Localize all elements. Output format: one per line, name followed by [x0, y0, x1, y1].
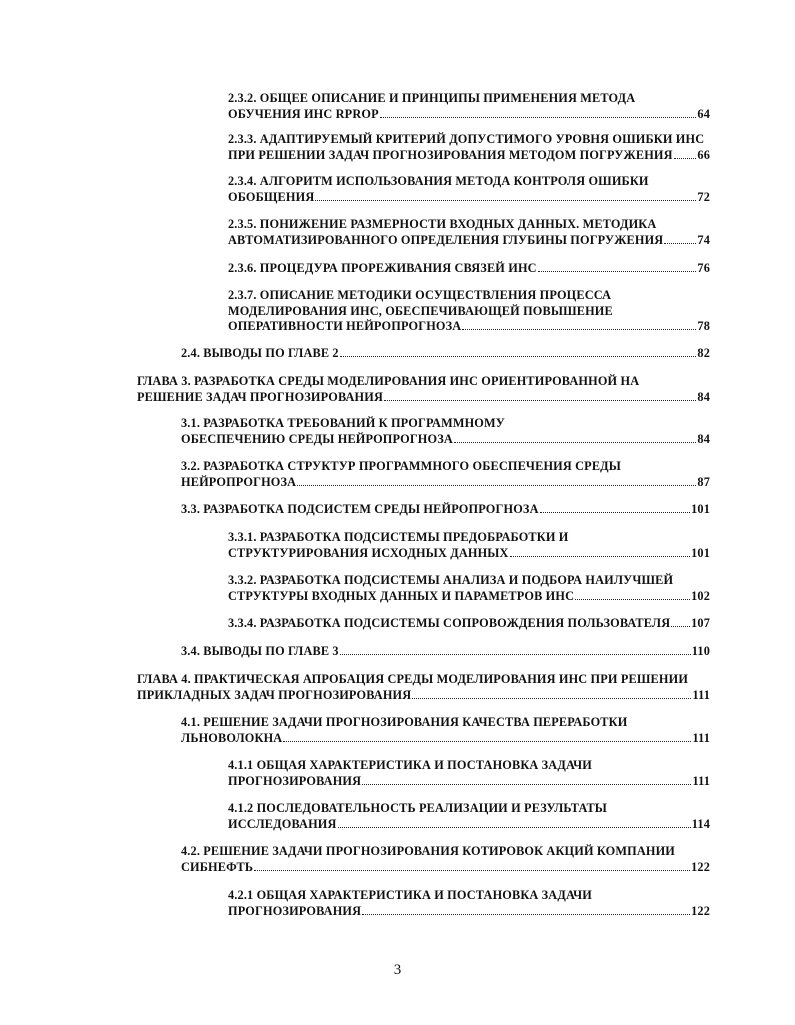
dot-leader [315, 200, 696, 201]
toc-line [228, 801, 710, 817]
toc-text: СТРУКТУРЫ ВХОДНЫХ ДАННЫХ И ПАРАМЕТРОВ ИНС [228, 588, 575, 603]
toc-page-number: 111 [692, 687, 710, 702]
toc-line [228, 233, 710, 249]
toc-entry-3-3-4 [228, 616, 710, 632]
toc-text: 4.2.1 ОБЩАЯ ХАРАКТЕРИСТИКА И ПОСТАНОВКА ЗАДАЧИ [228, 888, 593, 902]
dot-leader [340, 654, 691, 655]
toc-entry-3-2 [181, 459, 710, 490]
dot-leader [664, 243, 696, 244]
dot-leader [510, 556, 691, 557]
toc-text: 2.3.5. ПОНИЖЕНИЕ РАЗМЕРНОСТИ ВХОДНЫХ ДАННЫХ. МЕТОДИКА [228, 217, 657, 231]
toc-line [181, 416, 710, 432]
dot-leader [540, 512, 690, 513]
dot-leader [674, 158, 697, 159]
toc-line [181, 432, 710, 448]
toc-page-number: 122 [691, 903, 710, 918]
toc-line [137, 374, 710, 390]
toc-page-number: 101 [691, 545, 710, 560]
toc-page-number: 74 [697, 232, 710, 247]
toc-text: ЛЬНОВОЛОКНА [181, 730, 283, 745]
toc-entry-4-1 [181, 715, 710, 746]
dot-leader [462, 329, 696, 330]
toc-text: ГЛАВА 4. ПРАКТИЧЕСКАЯ АПРОБАЦИЯ СРЕДЫ МОДЕЛИРОВАНИЯ ИНС ПРИ РЕШЕНИИ [137, 672, 689, 686]
toc-text: СИБНЕФТЬ [181, 859, 254, 874]
dot-leader [575, 599, 690, 600]
toc-entry-2-3-5 [228, 217, 710, 248]
toc-text: ОБЕСПЕЧЕНИЮ СРЕДЫ НЕЙРОПРОГНОЗА [181, 431, 453, 446]
toc-entry-3-3 [181, 502, 710, 518]
toc-line [228, 589, 710, 605]
toc-line [228, 817, 710, 833]
toc-entry-4-2 [181, 844, 710, 875]
toc-line [228, 573, 710, 589]
toc-page-number: 84 [697, 389, 710, 404]
toc-line [228, 190, 710, 206]
toc-text: ПРОГНОЗИРОВАНИЯ [228, 903, 362, 918]
toc-entry-3-3-2 [228, 573, 710, 604]
toc-line [228, 904, 710, 920]
page-number: 3 [393, 962, 402, 978]
toc-text: 2.3.2. ОБЩЕЕ ОПИСАНИЕ И ПРИНЦИПЫ ПРИМЕНЕНИЯ МЕТОДА [228, 91, 636, 105]
toc-text: ГЛАВА 3. РАЗРАБОТКА СРЕДЫ МОДЕЛИРОВАНИЯ ИНС ОРИЕНТИРОВАННОЙ НА [137, 374, 640, 388]
toc-text: ОПЕРАТИВНОСТИ НЕЙРОПРОГНОЗА [228, 319, 462, 333]
toc-page-number: 66 [697, 147, 710, 162]
toc-page-number: 110 [691, 644, 710, 658]
toc-page-number: 78 [697, 319, 710, 333]
toc-line [228, 132, 710, 148]
toc-text: ОБОБЩЕНИЯ [228, 189, 315, 204]
toc-entry-4-1-2 [228, 801, 710, 832]
toc-entry-3-4 [181, 644, 710, 660]
toc-line [228, 174, 710, 190]
dot-leader [362, 914, 690, 915]
toc-text: 3.3. РАЗРАБОТКА ПОДСИСТЕМ СРЕДЫ НЕЙРОПРОГНОЗА [181, 502, 539, 516]
dot-leader [384, 400, 696, 401]
toc-entry-chapter-3 [137, 374, 710, 405]
toc-page-number: 111 [692, 773, 710, 788]
toc-text: 3.1. РАЗРАБОТКА ТРЕБОВАНИЙ К ПРОГРАММНОМУ [181, 416, 505, 430]
toc-text: 4.2. РЕШЕНИЕ ЗАДАЧИ ПРОГНОЗИРОВАНИЯ КОТИРОВОК АКЦИЙ КОМПАНИИ [181, 844, 676, 858]
toc-page-number: 111 [692, 730, 710, 745]
toc-page-number: 101 [691, 502, 710, 516]
dot-leader [297, 485, 696, 486]
dot-leader [538, 271, 697, 272]
toc-page-number: 114 [691, 816, 710, 831]
toc-text: 4.1. РЕШЕНИЕ ЗАДАЧИ ПРОГНОЗИРОВАНИЯ КАЧЕСТВА ПЕРЕРАБОТКИ [181, 715, 628, 729]
toc-text: 2.3.6. ПРОЦЕДУРА ПРОРЕЖИВАНИЯ СВЯЗЕЙ ИНС [228, 261, 537, 275]
toc-line [181, 475, 710, 491]
toc-text: ПРИ РЕШЕНИИ ЗАДАЧ ПРОГНОЗИРОВАНИЯ МЕТОДОМ ПОГРУЖЕНИЯ [228, 147, 673, 162]
toc-line [181, 502, 710, 518]
toc-text: 4.1.2 ПОСЛЕДОВАТЕЛЬНОСТЬ РЕАЛИЗАЦИИ И РЕЗУЛЬТАТЫ [228, 801, 608, 815]
dot-leader [380, 117, 697, 118]
toc-page-number: 72 [697, 189, 710, 204]
toc-text: 3.2. РАЗРАБОТКА СТРУКТУР ПРОГРАММНОГО ОБЕСПЕЧЕНИЯ СРЕДЫ [181, 459, 622, 473]
toc-page-number: 64 [697, 106, 710, 121]
toc-line [181, 860, 710, 876]
toc-page-number: 87 [697, 474, 710, 489]
toc-text: РЕШЕНИЕ ЗАДАЧ ПРОГНОЗИРОВАНИЯ [137, 389, 384, 404]
toc-text: ПРИКЛАДНЫХ ЗАДАЧ ПРОГНОЗИРОВАНИЯ [137, 687, 412, 702]
dot-leader [671, 626, 690, 627]
toc-line [181, 459, 710, 475]
toc-text: НЕЙРОПРОГНОЗА [181, 474, 297, 489]
dot-leader [338, 827, 691, 828]
toc-line [181, 715, 710, 731]
toc-line [228, 261, 710, 277]
toc-text: ПРОГНОЗИРОВАНИЯ [228, 773, 362, 788]
toc-entry-2-4 [181, 346, 710, 362]
toc-line [228, 91, 710, 107]
toc-line [181, 346, 710, 362]
toc-page-number: 82 [697, 346, 710, 360]
toc-page-number: 102 [691, 588, 710, 603]
toc-line [228, 758, 710, 774]
toc-line [228, 217, 710, 233]
toc-entry-3-3-1 [228, 530, 710, 561]
toc-line [228, 288, 710, 304]
toc-entry-2-3-7 [228, 288, 710, 335]
toc-line [137, 390, 710, 406]
toc-text: 2.4. ВЫВОДЫ ПО ГЛАВЕ 2 [181, 346, 339, 360]
toc-line [137, 672, 710, 688]
toc-text: 3.3.4. РАЗРАБОТКА ПОДСИСТЕМЫ СОПРОВОЖДЕНИЯ ПОЛЬЗОВАТЕЛЯ [228, 616, 671, 630]
toc-page-number: 122 [691, 859, 710, 874]
dot-leader [362, 784, 691, 785]
toc-entry-2-3-3 [228, 132, 710, 163]
toc-page-number: 84 [697, 431, 710, 446]
toc-text: ИССЛЕДОВАНИЯ [228, 816, 337, 831]
toc-line [228, 616, 710, 632]
toc-entry-chapter-4 [137, 672, 710, 703]
toc-line [228, 319, 710, 335]
toc-text: ОБУЧЕНИЯ ИНС RPROP [228, 106, 379, 121]
toc-line [228, 888, 710, 904]
toc-text: 3.4. ВЫВОДЫ ПО ГЛАВЕ 3 [181, 644, 339, 658]
toc-entry-3-1 [181, 416, 710, 447]
toc-line [228, 148, 710, 164]
toc-text: АВТОМАТИЗИРОВАННОГО ОПРЕДЕЛЕНИЯ ГЛУБИНЫ ПОГРУЖЕНИЯ [228, 232, 664, 247]
toc-line [228, 546, 710, 562]
toc-text: МОДЕЛИРОВАНИЯ ИНС, ОБЕСПЕЧИВАЮЩЕЙ ПОВЫШЕНИЕ [228, 303, 613, 318]
toc-text: СТРУКТУРИРОВАНИЯ ИСХОДНЫХ ДАННЫХ [228, 545, 509, 560]
toc-entry-2-3-4 [228, 174, 710, 205]
dot-leader [412, 698, 691, 699]
toc-page-number: 76 [697, 261, 710, 275]
toc-entry-4-1-1 [228, 758, 710, 789]
toc-line [181, 731, 710, 747]
toc-entry-2-3-6 [228, 261, 710, 277]
toc-text: 4.1.1 ОБЩАЯ ХАРАКТЕРИСТИКА И ПОСТАНОВКА ЗАДАЧИ [228, 758, 593, 772]
toc-entry-2-3-2 [228, 91, 710, 122]
dot-leader [340, 356, 697, 357]
dot-leader [283, 741, 691, 742]
toc-text: 3.3.2. РАЗРАБОТКА ПОДСИСТЕМЫ АНАЛИЗА И ПОДБОРА НАИЛУЧШЕЙ [228, 573, 674, 587]
toc-line [228, 774, 710, 790]
toc-line [181, 844, 710, 860]
toc-text: 3.3.1. РАЗРАБОТКА ПОДСИСТЕМЫ ПРЕДОБРАБОТКИ И [228, 530, 569, 544]
toc-page-number: 107 [691, 616, 710, 630]
toc-entry-4-2-1 [228, 888, 710, 919]
toc-line [228, 107, 710, 123]
toc-line [228, 304, 710, 320]
toc-text: 2.3.4. АЛГОРИТМ ИСПОЛЬЗОВАНИЯ МЕТОДА КОНТРОЛЯ ОШИБКИ [228, 174, 649, 188]
toc-line [228, 530, 710, 546]
dot-leader [254, 870, 690, 871]
toc-text: 2.3.7. ОПИСАНИЕ МЕТОДИКИ ОСУЩЕСТВЛЕНИЯ ПРОЦЕССА [228, 288, 612, 302]
toc-line [181, 644, 710, 660]
toc-text: 2.3.3. АДАПТИРУЕМЫЙ КРИТЕРИЙ ДОПУСТИМОГО УРОВНЯ ОШИБКИ ИНС [228, 132, 705, 146]
toc-line [137, 688, 710, 704]
dot-leader [454, 442, 696, 443]
